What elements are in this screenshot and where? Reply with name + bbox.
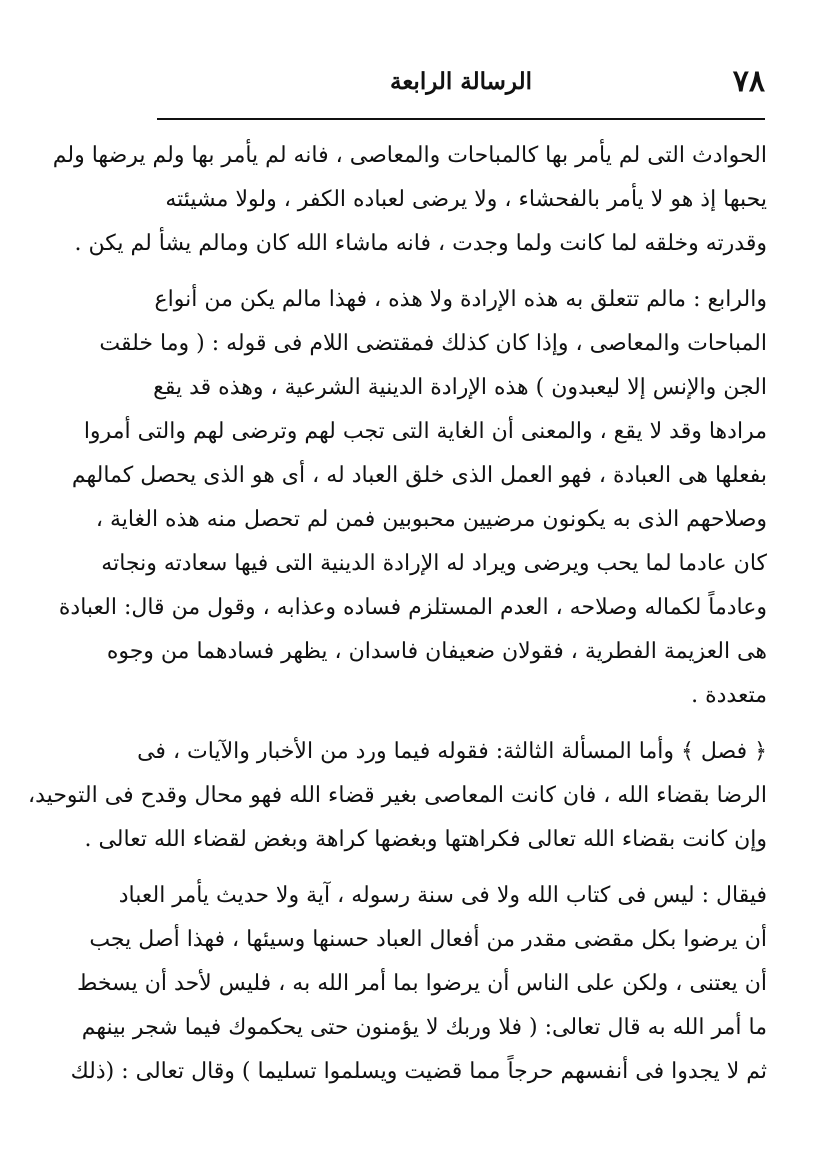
text-line: الرضا بقضاء الله ، فان كانت المعاصى بغير قضاء الله فهو محال وقدح فى التوحيد، — [28, 783, 767, 808]
text-line: ثم لا يجدوا فى أنفسهم حرجاً مما قضيت ويسلموا تسليما ) وقال تعالى : (ذلك — [70, 1059, 767, 1084]
text-line: وقدرته وخلقه لما كانت ولما وجدت ، فانه ماشاء الله كان ومالم يشأ لم يكن . — [74, 231, 767, 256]
text-line: وصلاحهم الذى به يكونون مرضيين محبوبين فمن لم تحصل منه هذه الغاية ، — [95, 507, 767, 532]
page-number: ٧٨ — [732, 64, 765, 99]
text-line: كان عادما لما يحب ويرضى ويراد له الإرادة الدينية التى فيها سعادته ونجاته — [101, 551, 767, 576]
text-line: وإن كانت بقضاء الله تعالى فكراهتها وبغضها كراهة وبغض لقضاء الله تعالى . — [84, 827, 767, 852]
paragraph-section — [28, 730, 767, 862]
header-divider — [157, 118, 765, 120]
text-line: ﴿ فصل ﴾ وأما المسألة الثالثة: فقوله فيما ورد من الأخبار والآيات ، فى — [137, 739, 767, 764]
running-title: الرسالة الرابعة — [389, 68, 533, 95]
text-line: متعددة . — [691, 683, 767, 708]
text-line: هى العزيمة الفطرية ، فقولان ضعيفان فاسدان ، يظهر فسادهما من وجوه — [106, 639, 767, 664]
text-line: الحوادث التى لم يأمر بها كالمباحات والمعاصى ، فانه لم يأمر بها ولم يرضها ولم — [52, 143, 767, 168]
text-line: يحبها إذ هو لا يأمر بالفحشاء ، ولا يرضى لعباده الكفر ، ولولا مشيئته — [165, 187, 767, 212]
text-line: أن يرضوا بكل مقضى مقدر من أفعال العباد حسنها وسيئها ، فهذا أصل يجب — [89, 927, 767, 952]
body-text — [28, 134, 767, 1106]
paragraph-answer — [70, 874, 767, 1094]
text-line: أن يعتنى ، ولكن على الناس أن يرضوا بما أمر الله به ، فليس لأحد أن يسخط — [76, 971, 767, 996]
text-line: مرادها وقد لا يقع ، والمعنى أن الغاية التى تجب لهم وترضى لهم والتى أمروا — [83, 419, 767, 444]
paragraph-fourth — [58, 278, 767, 718]
text-line: الجن والإنس إلا ليعبدون ) هذه الإرادة الدينية الشرعية ، وهذه قد يقع — [153, 375, 767, 400]
text-line: بفعلها هى العبادة ، فهو العمل الذى خلق العباد له ، أى هو الذى يحصل كمالهم — [71, 463, 767, 488]
text-line: وعادماً لكماله وصلاحه ، العدم المستلزم فساده وعذابه ، وقول من قال: العبادة — [58, 595, 767, 620]
text-line: المباحات والمعاصى ، وإذا كان كذلك فمقتضى اللام فى قوله : ( وما خلقت — [99, 331, 767, 356]
paragraph-continuation — [52, 134, 767, 266]
text-line: والرابع : مالم تتعلق به هذه الإرادة ولا هذه ، فهذا مالم يكن من أنواع — [154, 287, 767, 312]
text-line: ما أمر الله به قال تعالى: ( فلا وربك لا يؤمنون حتى يحكموك فيما شجر بينهم — [81, 1015, 767, 1040]
text-line: فيقال : ليس فى كتاب الله ولا فى سنة رسوله ، آية ولا حديث يأمر العباد — [118, 883, 767, 908]
page-header — [157, 60, 765, 104]
